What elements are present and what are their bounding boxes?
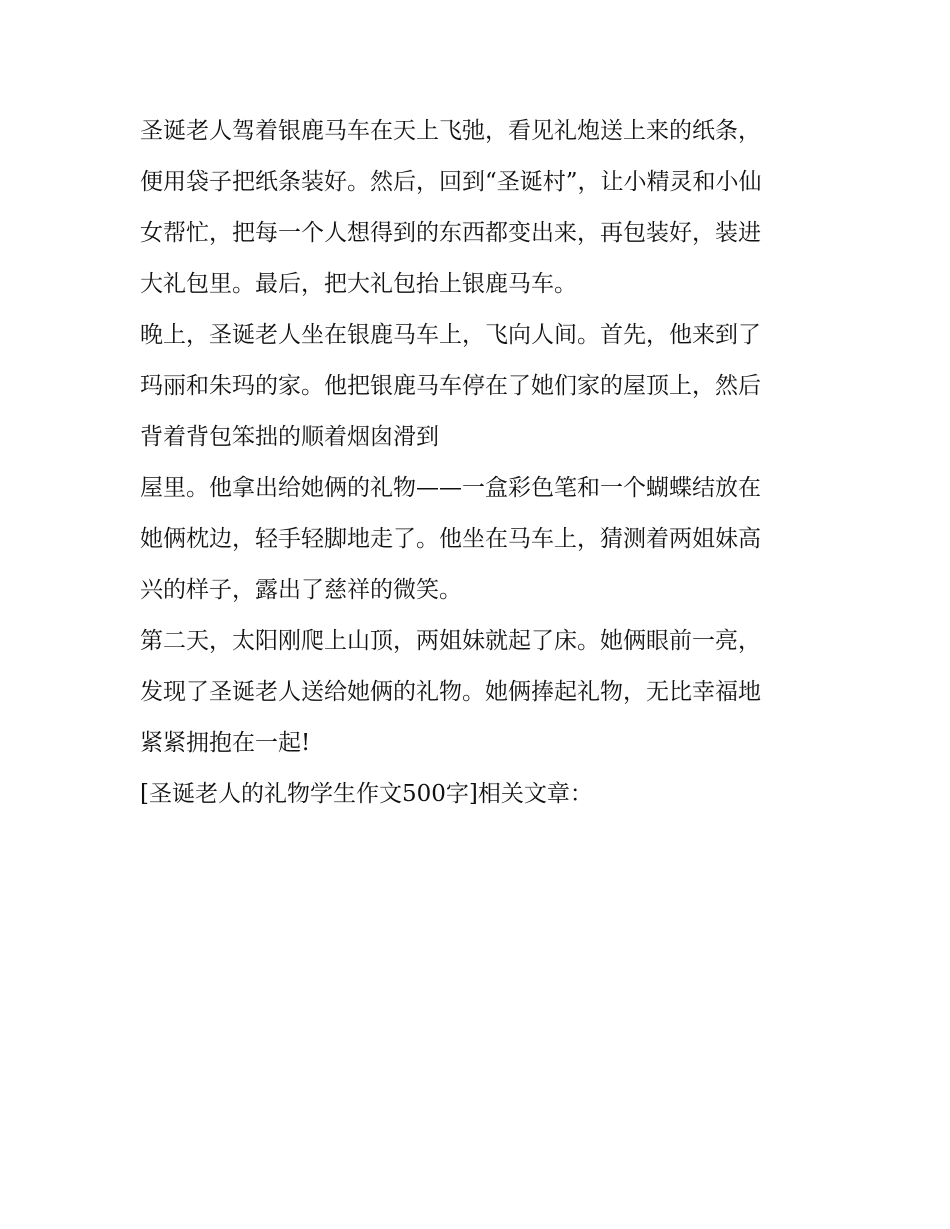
text-line: 女帮忙，把每一个人想得到的东西都变出来，再包装好，装进 bbox=[140, 220, 761, 246]
text-line: 大礼包里。最后，把大礼包抬上银鹿马车。 bbox=[140, 271, 577, 297]
text-line: 背着背包笨拙的顺着烟囱滑到 bbox=[140, 424, 439, 450]
related-articles-heading: [圣诞老人的礼物学生作文500字]相关文章： bbox=[140, 781, 593, 807]
text-line: 兴的样子，露出了慈祥的微笑。 bbox=[140, 577, 462, 603]
article-body bbox=[140, 106, 820, 820]
text-line: 屋里。他拿出给她俩的礼物——一盒彩色笔和一个蝴蝶结放在 bbox=[140, 475, 761, 501]
text-line: 玛丽和朱玛的家。他把银鹿马车停在了她们家的屋顶上，然后 bbox=[140, 373, 761, 399]
text-line: 她俩枕边，轻手轻脚地走了。他坐在马车上，猜测着两姐妹高 bbox=[140, 526, 761, 552]
text-line: 圣诞老人驾着银鹿马车在天上飞弛，看见礼炮送上来的纸条， bbox=[140, 118, 761, 144]
text-line: 紧紧拥抱在一起! bbox=[140, 730, 311, 756]
text-line: 第二天，太阳刚爬上山顶，两姐妹就起了床。她俩眼前一亮， bbox=[140, 628, 761, 654]
text-line: 便用袋子把纸条装好。然后，回到“圣诞村”，让小精灵和小仙 bbox=[140, 169, 762, 195]
text-line: 发现了圣诞老人送给她俩的礼物。她俩捧起礼物，无比幸福地 bbox=[140, 679, 761, 705]
text-line: 晚上，圣诞老人坐在银鹿马车上，飞向人间。首先，他来到了 bbox=[140, 322, 761, 348]
